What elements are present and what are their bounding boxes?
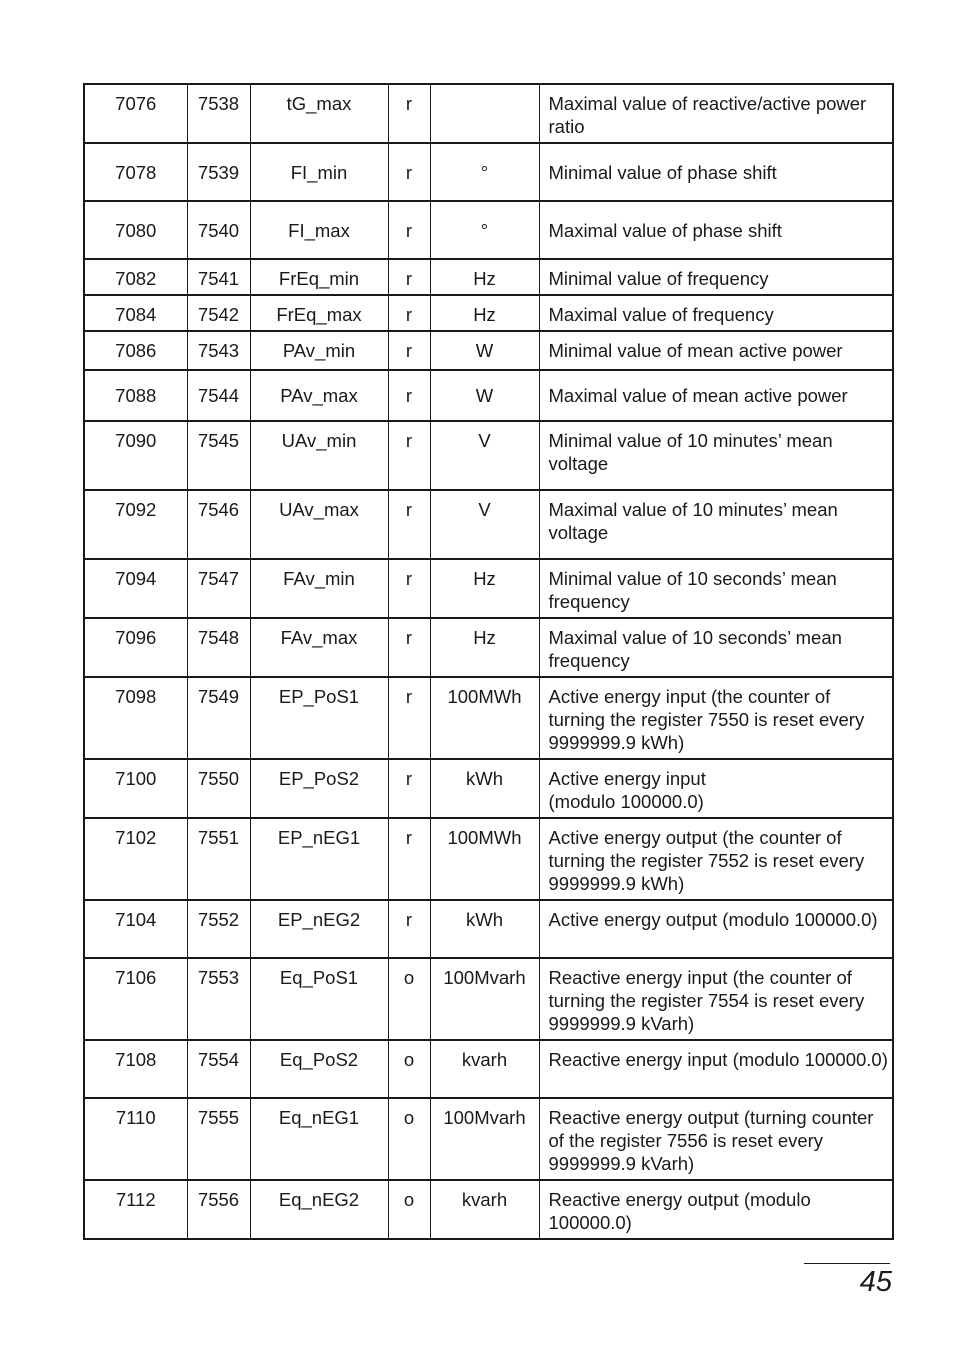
access-cell: r — [388, 331, 430, 370]
address-cell: 7098 — [84, 677, 187, 759]
symbol-cell: Eq_nEG1 — [250, 1098, 388, 1180]
description-cell: Maximal value of frequency — [539, 295, 893, 331]
description-cell: Maximal value of mean active power — [539, 370, 893, 421]
symbol-cell: tG_max — [250, 84, 388, 143]
access-cell: r — [388, 143, 430, 201]
access-cell: r — [388, 559, 430, 618]
unit-cell: Hz — [430, 618, 539, 677]
access-cell: r — [388, 759, 430, 818]
description-cell: Minimal value of 10 seconds’ mean frequency — [539, 559, 893, 618]
table-row — [84, 618, 893, 677]
symbol-cell: EP_nEG1 — [250, 818, 388, 900]
table-row — [84, 201, 893, 259]
unit-cell: Hz — [430, 559, 539, 618]
address-cell: 7092 — [84, 490, 187, 559]
unit-cell: Hz — [430, 259, 539, 295]
symbol-cell: FI_min — [250, 143, 388, 201]
description-cell: Maximal value of 10 seconds’ mean frequency — [539, 618, 893, 677]
access-cell: r — [388, 900, 430, 958]
symbol-cell: EP_nEG2 — [250, 900, 388, 958]
access-cell: r — [388, 818, 430, 900]
description-cell: Active energy input (the counter of turning the register 7550 is reset every 9999999.9 kWh) — [539, 677, 893, 759]
symbol-cell: FrEq_min — [250, 259, 388, 295]
symbol-cell: FrEq_max — [250, 295, 388, 331]
description-cell: Reactive energy input (the counter of turning the register 7554 is reset every 9999999.9 kVarh) — [539, 958, 893, 1040]
table-row — [84, 143, 893, 201]
unit-cell: 100Mvarh — [430, 958, 539, 1040]
register-cell: 7545 — [187, 421, 250, 490]
unit-cell: kWh — [430, 900, 539, 958]
unit-cell: kvarh — [430, 1180, 539, 1239]
register-cell: 7546 — [187, 490, 250, 559]
access-cell: r — [388, 490, 430, 559]
table-body — [84, 84, 893, 1239]
symbol-cell: UAv_min — [250, 421, 388, 490]
access-cell: o — [388, 1040, 430, 1098]
register-cell: 7540 — [187, 201, 250, 259]
table-row — [84, 1040, 893, 1098]
symbol-cell: PAv_min — [250, 331, 388, 370]
description-cell: Active energy input (modulo 100000.0) — [539, 759, 893, 818]
table-row — [84, 958, 893, 1040]
symbol-cell: FAv_min — [250, 559, 388, 618]
symbol-cell: EP_PoS2 — [250, 759, 388, 818]
address-cell: 7110 — [84, 1098, 187, 1180]
access-cell: r — [388, 259, 430, 295]
access-cell: o — [388, 1180, 430, 1239]
table-row — [84, 84, 893, 143]
unit-cell — [430, 84, 539, 143]
symbol-cell: FI_max — [250, 201, 388, 259]
symbol-cell: EP_PoS1 — [250, 677, 388, 759]
table-row — [84, 370, 893, 421]
description-cell: Reactive energy input (modulo 100000.0) — [539, 1040, 893, 1098]
access-cell: r — [388, 201, 430, 259]
address-cell: 7078 — [84, 143, 187, 201]
unit-cell: kWh — [430, 759, 539, 818]
address-cell: 7100 — [84, 759, 187, 818]
register-cell: 7543 — [187, 331, 250, 370]
table-row — [84, 559, 893, 618]
unit-cell: V — [430, 490, 539, 559]
register-cell: 7555 — [187, 1098, 250, 1180]
description-cell: Maximal value of 10 minutes’ mean voltage — [539, 490, 893, 559]
unit-cell: kvarh — [430, 1040, 539, 1098]
unit-cell: 100MWh — [430, 677, 539, 759]
table-row — [84, 1098, 893, 1180]
table-row — [84, 331, 893, 370]
description-cell: Active energy output (the counter of turning the register 7552 is reset every 9999999.9 kWh) — [539, 818, 893, 900]
register-cell: 7554 — [187, 1040, 250, 1098]
address-cell: 7108 — [84, 1040, 187, 1098]
symbol-cell: Eq_PoS1 — [250, 958, 388, 1040]
address-cell: 7080 — [84, 201, 187, 259]
symbol-cell: Eq_PoS2 — [250, 1040, 388, 1098]
table-row — [84, 490, 893, 559]
register-cell: 7547 — [187, 559, 250, 618]
description-cell: Reactive energy output (modulo 100000.0) — [539, 1180, 893, 1239]
page-number: 45 — [859, 1266, 892, 1298]
unit-cell: ° — [430, 201, 539, 259]
description-cell: Minimal value of frequency — [539, 259, 893, 295]
address-cell: 7084 — [84, 295, 187, 331]
unit-cell: Hz — [430, 295, 539, 331]
table-row — [84, 759, 893, 818]
access-cell: r — [388, 618, 430, 677]
page-number-rule — [804, 1263, 890, 1264]
register-cell: 7541 — [187, 259, 250, 295]
unit-cell: V — [430, 421, 539, 490]
register-cell: 7542 — [187, 295, 250, 331]
register-cell: 7552 — [187, 900, 250, 958]
description-cell: Minimal value of 10 minutes’ mean voltage — [539, 421, 893, 490]
address-cell: 7104 — [84, 900, 187, 958]
register-cell: 7551 — [187, 818, 250, 900]
address-cell: 7082 — [84, 259, 187, 295]
table-row — [84, 295, 893, 331]
address-cell: 7076 — [84, 84, 187, 143]
access-cell: o — [388, 958, 430, 1040]
unit-cell: W — [430, 370, 539, 421]
register-cell: 7556 — [187, 1180, 250, 1239]
description-cell: Maximal value of reactive/active power ratio — [539, 84, 893, 143]
address-cell: 7096 — [84, 618, 187, 677]
address-cell: 7106 — [84, 958, 187, 1040]
register-cell: 7539 — [187, 143, 250, 201]
access-cell: r — [388, 421, 430, 490]
description-cell: Reactive energy output (turning counter of the register 7556 is reset every 9999999.9 kVarh) — [539, 1098, 893, 1180]
address-cell: 7088 — [84, 370, 187, 421]
register-cell: 7548 — [187, 618, 250, 677]
address-cell: 7090 — [84, 421, 187, 490]
symbol-cell: UAv_max — [250, 490, 388, 559]
access-cell: r — [388, 84, 430, 143]
table-row — [84, 1180, 893, 1239]
description-cell: Minimal value of phase shift — [539, 143, 893, 201]
register-table — [83, 83, 894, 1240]
unit-cell: 100Mvarh — [430, 1098, 539, 1180]
table-row — [84, 900, 893, 958]
address-cell: 7094 — [84, 559, 187, 618]
table-row — [84, 677, 893, 759]
description-cell: Maximal value of phase shift — [539, 201, 893, 259]
symbol-cell: Eq_nEG2 — [250, 1180, 388, 1239]
register-cell: 7544 — [187, 370, 250, 421]
table-row — [84, 259, 893, 295]
address-cell: 7102 — [84, 818, 187, 900]
table-row — [84, 421, 893, 490]
access-cell: r — [388, 295, 430, 331]
table-row — [84, 818, 893, 900]
unit-cell: W — [430, 331, 539, 370]
description-cell: Active energy output (modulo 100000.0) — [539, 900, 893, 958]
register-cell: 7549 — [187, 677, 250, 759]
address-cell: 7086 — [84, 331, 187, 370]
access-cell: r — [388, 677, 430, 759]
symbol-cell: FAv_max — [250, 618, 388, 677]
unit-cell: 100MWh — [430, 818, 539, 900]
address-cell: 7112 — [84, 1180, 187, 1239]
access-cell: r — [388, 370, 430, 421]
register-cell: 7538 — [187, 84, 250, 143]
unit-cell: ° — [430, 143, 539, 201]
description-cell: Minimal value of mean active power — [539, 331, 893, 370]
register-cell: 7550 — [187, 759, 250, 818]
register-cell: 7553 — [187, 958, 250, 1040]
symbol-cell: PAv_max — [250, 370, 388, 421]
access-cell: o — [388, 1098, 430, 1180]
